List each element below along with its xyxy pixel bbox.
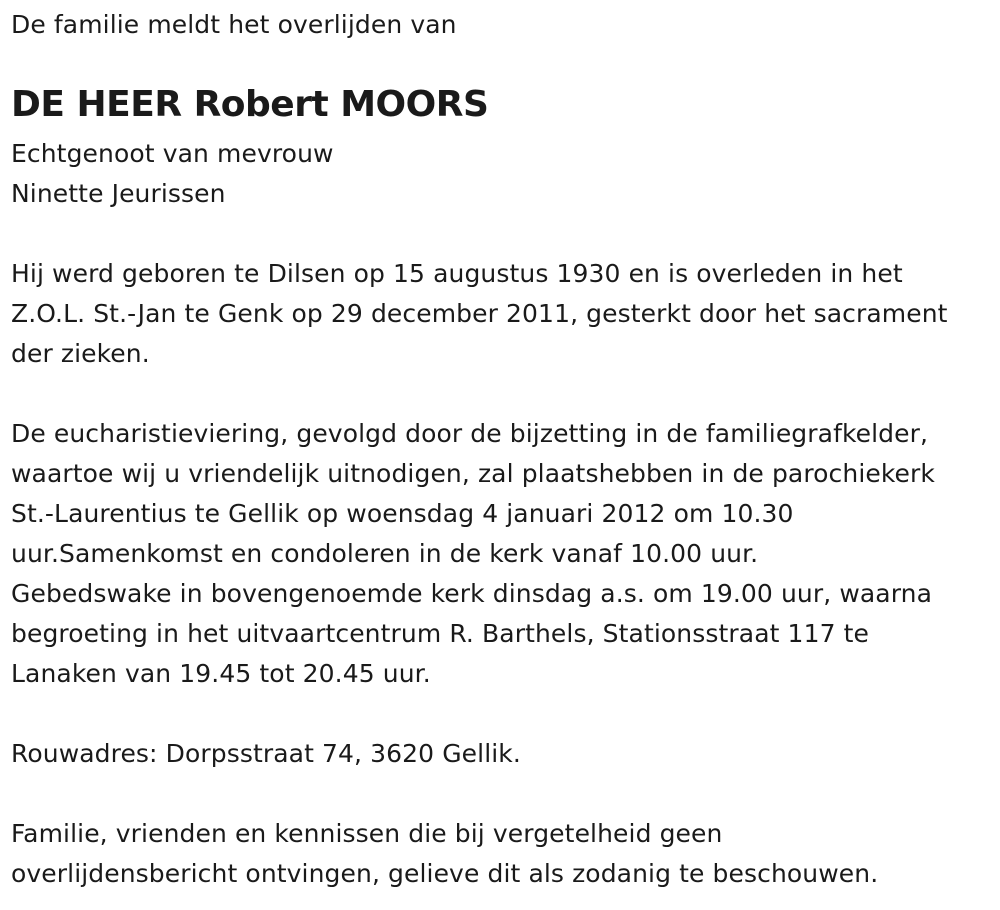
paragraph-line: De eucharistieviering, gevolgd door de bijzetting in de familiegrafkelder, xyxy=(11,419,929,448)
paragraph-line: der zieken. xyxy=(11,339,150,368)
paragraph-line: Lanaken van 19.45 tot 20.45 uur. xyxy=(11,659,431,688)
funeral-service-paragraph xyxy=(11,414,935,694)
paragraph-line: uur.Samenkomst en condoleren in de kerk vanaf 10.00 uur. xyxy=(11,539,759,568)
address-line: Rouwadres: Dorpsstraat 74, 3620 Gellik. xyxy=(11,739,521,768)
mourning-address xyxy=(11,734,521,774)
paragraph-line: Gebedswake in bovengenoemde kerk dinsdag a.s. om 19.00 uur, waarna xyxy=(11,579,933,608)
paragraph-line: waartoe wij u vriendelijk uitnodigen, zal plaatshebben in de parochiekerk xyxy=(11,459,935,488)
paragraph-line: Hij werd geboren te Dilsen op 15 augustus 1930 en is overleden in het xyxy=(11,259,903,288)
paragraph-line: overlijdensbericht ontvingen, gelieve dit als zodanig te beschouwen. xyxy=(11,859,879,888)
notice-paragraph xyxy=(11,814,878,894)
spouse-block xyxy=(11,134,334,214)
paragraph-line: Z.O.L. St.-Jan te Genk op 29 december 2011, gesterkt door het sacrament xyxy=(11,299,948,328)
spouse-line: Ninette Jeurissen xyxy=(11,179,226,208)
intro-text: De familie meldt het overlijden van xyxy=(11,10,457,39)
spouse-line: Echtgenoot van mevrouw xyxy=(11,139,334,168)
deceased-name: DE HEER Robert MOORS xyxy=(11,84,489,125)
paragraph-line: begroeting in het uitvaartcentrum R. Barthels, Stationsstraat 117 te xyxy=(11,619,870,648)
birth-death-paragraph xyxy=(11,254,948,374)
paragraph-line: Familie, vrienden en kennissen die bij vergetelheid geen xyxy=(11,819,723,848)
paragraph-line: St.-Laurentius te Gellik op woensdag 4 januari 2012 om 10.30 xyxy=(11,499,794,528)
